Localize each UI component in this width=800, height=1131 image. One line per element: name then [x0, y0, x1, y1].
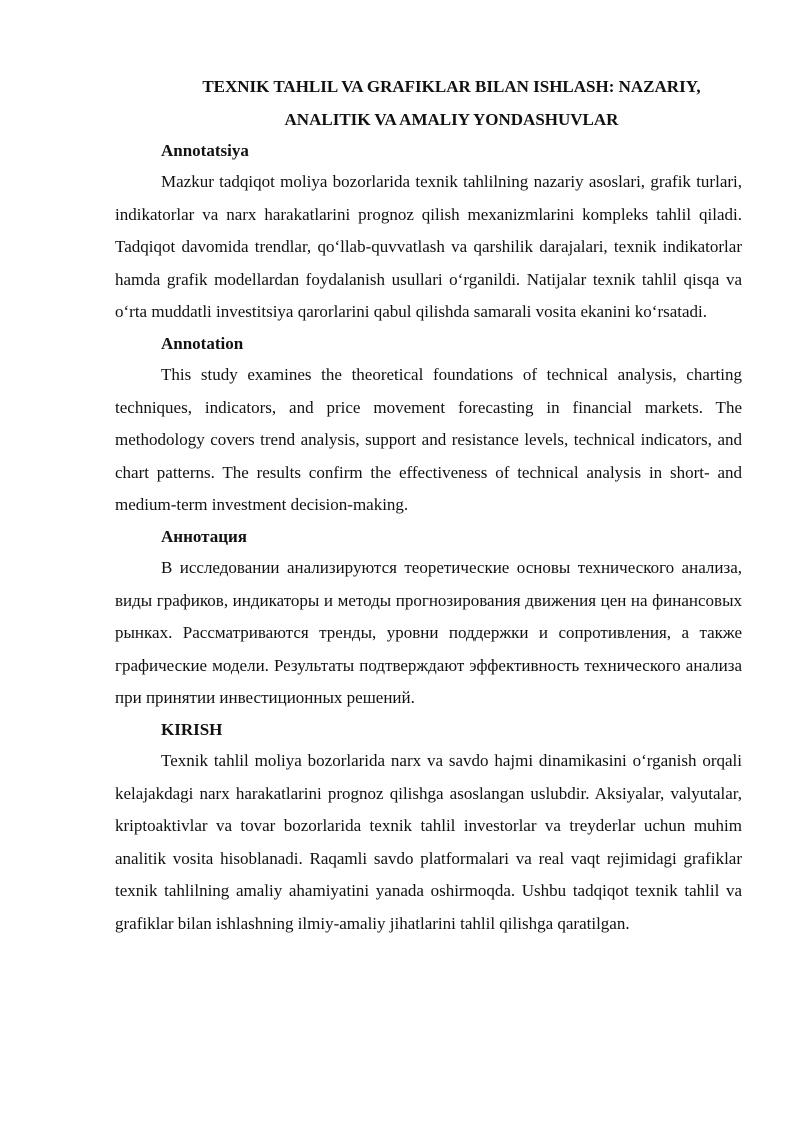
paragraph-annotacia: В исследовании анализируются теоретические основы технического анализа, виды графиков, индикаторы и методы прогнозирования движения цен на финансовых рынках. Рассматриваются тренды, уровни поддержки и сопротивления, а также графические модели. Результаты подтверждают эффективность технического анализа при принятии инвестиционных решений.: [115, 557, 742, 708]
section-annotatsiya: [115, 136, 742, 329]
paragraph-annotatsiya: Mazkur tadqiqot moliya bozorlarida texnik tahlilning nazariy asoslari, grafik turlari, indikatorlar va narx harakatlarini prognoz qilish mexanizmlarini kompleks tahlil qiladi. Tadqiqot davomida trendlar, qo‘llab-quvvatlash va qarshilik darajalari, texnik indikatorlar hamda grafik modellardan foydalanish usullari o‘rganildi. Natijalar texnik tahlil qisqa va o‘rta muddatli investitsiya qarorlarini qabul qilishda samarali vosita ekanini ko‘rsatadi.: [115, 172, 742, 322]
heading-annotacia: Аннотация: [161, 526, 247, 546]
heading-annotation: Annotation: [161, 333, 244, 353]
document-page: [115, 70, 742, 940]
heading-annotatsiya: Annotatsiya: [161, 141, 249, 160]
heading-kirish: KIRISH: [161, 719, 223, 739]
paragraph-annotation: This study examines the theoretical foundations of technical analysis, charting techniques, indicators, and price movement forecasting in financial markets. The methodology covers trend analysis, support and resistance levels, technical indicators, and chart patterns. The results confirm the effectiveness of technical analysis in short- and medium-term investment decision-making.: [115, 364, 742, 515]
section-kirish: [115, 715, 742, 941]
section-annotation: [115, 329, 742, 522]
title-line-1: TEXNIK TAHLIL VA GRAFIKLAR BILAN ISHLASH: NAZARIY,: [202, 77, 701, 96]
paragraph-kirish: Texnik tahlil moliya bozorlarida narx va savdo hajmi dinamikasini o‘rganish orqali kelajakdagi narx harakatlarini prognoz qilishga asoslangan uslubdir. Aksiyalar, valyutalar, kriptoaktivlar va tovar bozorlarida texnik tahlil investorlar va treyderlar uchun muhim analitik vosita hisoblanadi. Raqamli savdo platformalari va real vaqt rejimidagi grafiklar texnik tahlilning amaliy ahamiyatini yanada oshirmoqda. Ushbu tadqiqot texnik tahlil va grafiklar bilan ishlashning ilmiy-amaliy jihatlarini tahlil qilishga qaratilgan.: [115, 750, 742, 933]
paper-title: [115, 70, 742, 136]
section-annotacia: [115, 522, 742, 715]
title-line-2: ANALITIK VA AMALIY YONDASHUVLAR: [284, 110, 619, 129]
